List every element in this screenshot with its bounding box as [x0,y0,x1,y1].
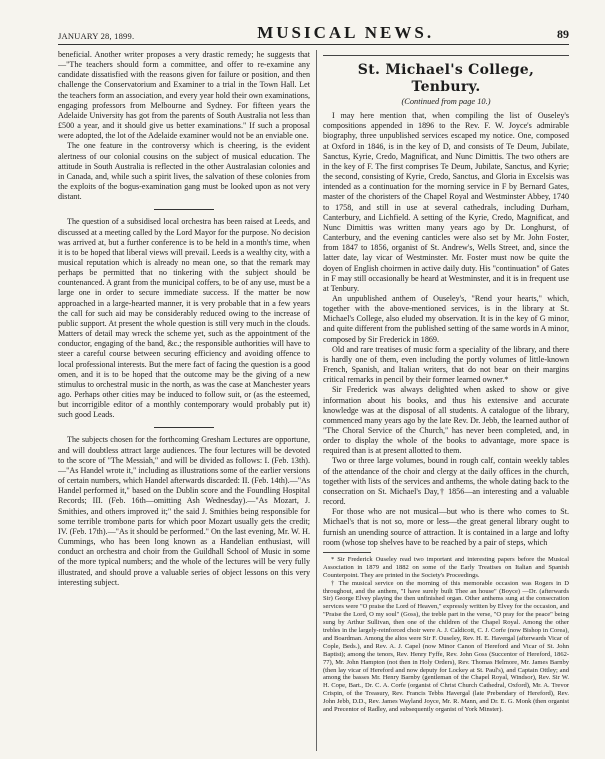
tenbury-paragraph-3: Old and rare treatises of music form a speciality of the library, and there is hardly one of them, even including the portly volumes of little-known French, Spanish, and Italian writers, that do not bear on their margins critical remarks in pencil by their former learned owner.* [323,344,569,385]
leeds-orchestra-paragraph: The question of a subsidised local orchestra has been raised at Leeds, and discussed at a meeting called by the Lord Mayor for the purpose. No decision was arrived at, but a further conference is to be held in a month's time, when it is to be hoped that liberal views will prevail. Leeds is a wealthy city, with a musical reputation which is already no mean one, so that the remark may perhaps be permitted that no tinkering with the subject should be countenanced. A grant from the municipal coffers, to be of any use, must be a large one in order to secure immediate success. If the matter be now approached in a large-hearted manner, it is very probable that in a few years the call for such aid may be considerably reduced owing to the increase of public support. At present the whole question is still very much in the clouds. Matters of detail may wreck the scheme yet, such as the appointment of the conductor, engaging of the band, &c.; the responsible authorities will have to steer a careful course between securing efficiency and avoiding offence to local professional interests. But the mere fact of facing the question is a good omen, and it is to be hoped that the outcome may be the giving of a new stimulus to orchestral music in the north, as was the case at Manchester years ago. Perhaps other cities may be induced to follow suit, or (as the esteemed, but incorrigible editor of a monthly contemporary would probably put it) such good Leads. [58,217,310,420]
tenbury-paragraph-4: Sir Frederick was always delighted when asked to show or give information about his books, and thus his extensive and accurate knowledge was at the disposal of all students. A catalogue of the library, commenced many years ago by the late Rev. Dr. Jebb, the learned author of "The Choral Service of the Church," has never been completed, and, in order to display the whole of the books to advantage, more space is required than is at present allotted to them. [323,385,569,456]
footnote-1: * Sir Frederick Ouseley read two important and interesting papers before the Musical Association in 1879 and 1882 on some of the Early Treatises on Italian and Spanish Counterpoint. They are printed in the Society's Proceedings. [323,555,569,579]
issue-date: JANUARY 28, 1899. [58,31,135,41]
section-divider [154,209,214,210]
section-title: St. Michael's College, Tenbury. [357,62,535,95]
section-top-rule [323,55,569,56]
page-header [58,22,569,45]
gresham-lectures-paragraph: The subjects chosen for the forthcoming Gresham Lectures are opportune, and will doubtless attract large audiences. The four lectures will be devoted to the score of "The Messiah," and will be divided as follows: I. (Feb. 13th).—"As Handel wrote it," including as illustrations some of the earlier versions of certain numbers, which Handel afterwards discarded: II. (Feb. 14th).—"As Handel performed it," based on the Dublin score and the Foundling Hospital Records; III. (Feb. 16th—omitting Ash Wednesday).—"As Mozart, J. Smithies, and others improved it;" the said J. Smithies being responsible for some terrible trombone parts for which poor Mozart usually gets the credit; IV. (Feb. 17th).—"As it should be performed." On the last evening, Mr. W. H. Cummings, who has been long known as a Handelian enthusiast, will conduct an orchestra and choir from the Guildhall School of Music in some of the more typical numbers; and the whole of the lectures will be very fully illustrated, and should prove a valuable series of object lessons on this very interesting subject. [58,435,310,587]
section-subtitle: (Continued from page 10.) [401,97,491,106]
footnote-rule [323,552,371,553]
adelaide-paragraph-1: beneficial. Another writer proposes a very drastic remedy; he suggests that—"The teachers should form a committee, and offer to re-examine any candidate dissatisfied with the reasons given for failure or position, and then challenge the Conservatorium and Examiner to a trial in the Town Hall. Let the teachers form an association, and every year hold their own examinations, engaging professors from Melbourne and Sydney. For fifteen years the Adelaide University has got from the parents of South Australia not less than £500 a year, and it should give us better examinations." If such a proposal were adopted, the lot of the Adelaide examiner would not be an enviable one. [58,50,310,141]
right-column [323,50,569,753]
page-number: 89 [557,27,569,41]
tenbury-paragraph-2: An unpublished anthem of Ouseley's, "Rend your hearts," which, together with the above-mentioned services, is in the library at St. Michael's College, also eluded my observation. It is in the key of G minor, and quite different from the published setting of the same words in A minor, composed by Sir Frederick in 1869. [323,293,569,344]
column-divider [316,50,317,751]
tenbury-paragraph-5: Two or three large volumes, bound in rough calf, contain weekly tables of the attendance of the choir and clergy at the daily offices in the church, together with lists of the services and anthems, the whole dating back to the consecration on St. Michael's Day,† 1856—an interesting and a valuable record. [323,456,569,507]
left-column [58,50,310,753]
tenbury-paragraph-1: I may here mention that, when compiling the list of Ouseley's compositions appended in 1896 to the Rev. F. W. Joyce's admirable biography, three unpublished services escaped my notice. One, composed at Oxford in 1846, is in the key of D, and consists of Te Deum, Jubilate, Sanctus, Kyrie, Credo, Magnificat, and Nunc Dimittis. The two others are in the key of F. The first comprises Te Deum, Jubilate, Sanctus, and Kyrie; the second, consisting of Kyrie, Credo, Sanctus, and Gloria in Excelsis was intended as a continuation for the morning service in F by Bernard Gates, master of the choristers of the Chapel Royal and Westminster Abbey, 1740 to 1758, and still in use at several cathedrals, including Durham, Canterbury, and Lichfield. A setting of the Kyrie, Credo, Magnificat, and Nunc Dimittis was written many years ago by Dr. Longhurst, of Canterbury, and the evening canticles were also set by Mr. John Foster, from 1847 to 1856, organist of St. Andrew's, Wells Street, and, since the latter date, lay vicar of Westminster. Mr. Foster must now be quite the doyen of English choirmen in active daily duty. His "continuation" of Gates in F may still occasionally be heard at Westminster, and it is in frequent use at Tenbury. [323,111,569,293]
section-divider [154,427,214,428]
tenbury-paragraph-6: For those who are not musical—but who is there who comes to St. Michael's that is not so, more or less—the great general library ought to furnish an unending source of attraction. It is contained in a large and lofty room (whose top shelves have to be reached by a pair of steps, which [323,507,569,547]
masthead-title: MUSICAL NEWS. [257,23,435,42]
footnote-2: † The musical service on the morning of this memorable occasion was Rogers in D throughout, and the anthem, "I have surely built Thee an house" (Boyce) —Dr. (afterwards Sir) George Elvey playing the then unfinished organ. Other anthems sung at the consecration services were "O praise the Lord of Heaven," expressly written by Elvey for the occasion, and "Praise the Lord, O my soul" (Goss), the treble part in the verse, "O pray for the peace" being sung by Arthur Sullivan, then one of the children of the Chapel Royal. Among the other trebles in the largely-reinforced choir were A. J. Caldicott, C. J. Corfe (now Bishop in Corea), and Boardman. Among the altos were Sir F. Ouseley, Rev. H. E. Havergal (afterwards Vicar of Cople, Beds.), and Rev. A. J. Capel (now Minor Canon of Hereford and Vicar of St. John Baptist); among the tenors, Rev. Henry Fyffe, Rev. John Goss (Succentor of Hereford, 1862-77), Mr. John Hampton (not then in Holy Orders), Rev. Thomas Helmore, Mr. James Barnby (then lay vicar of Hereford and now deputy for Lockey at St. Paul's), and Captain Ottley; and among the basses Mr. Henry Barnby (gentleman of the Chapel Royal, Windsor), Rev. Sir W. H. Cope, Bart., Dr. C. A. Corfe (organist of Christ Church Cathedral, Oxford), Mr. A. Trevor Crispin, of the Treasury, Rev. Francis Tebbs Havergal (late Prebendary of Hereford), Rev. John Jebb, D.D., Rev. James Wayland Joyce, Mr. R. Mann, and Dr. E. G. Monk (then organist and Precentor of Radley, and subsequently organist of York Minster). [323,579,569,714]
adelaide-paragraph-2: The one feature in the controversy which is cheering, is the evident alertness of our colonial cousins on the subject of musical education. The attitude in South Australia is reflected in the other Australasian colonies and in Canada, and, while such a spirit lives, the salvation of these colonies from the exploits of the bogus-examination gang must be looked upon as not very distant. [58,141,310,202]
